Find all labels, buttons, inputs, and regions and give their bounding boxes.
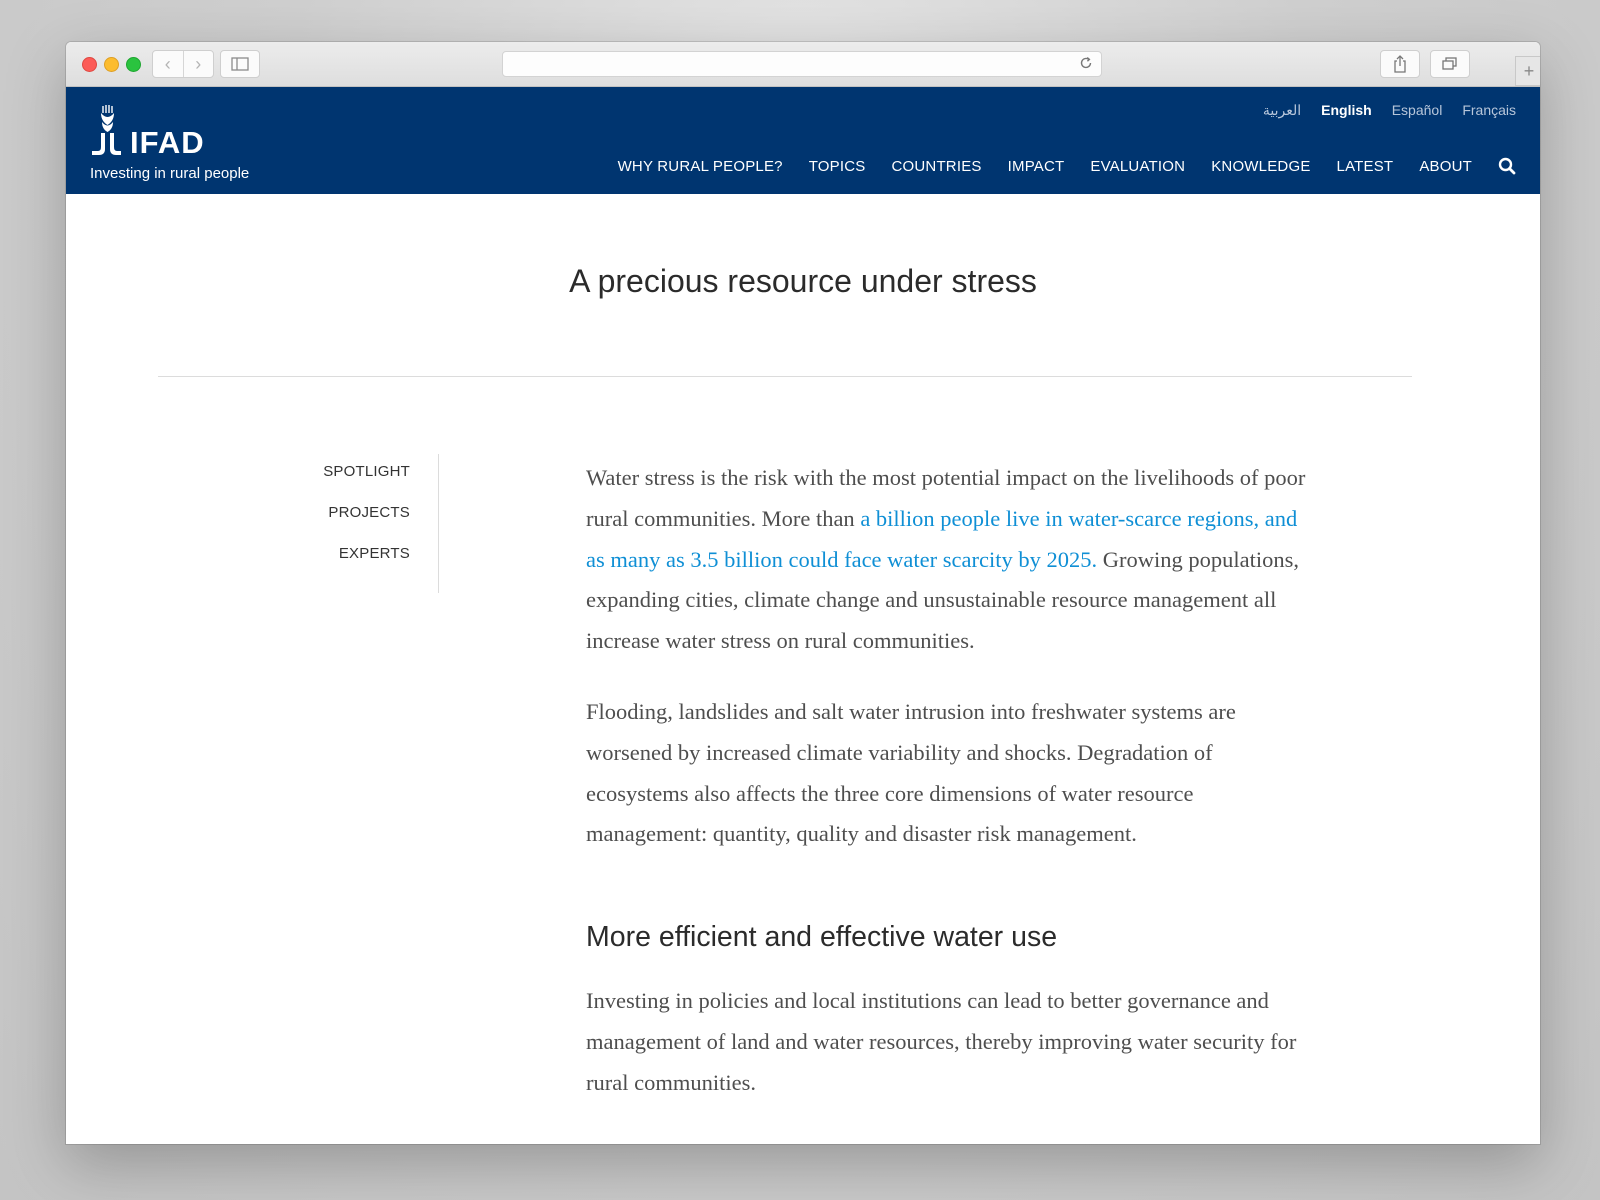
section-link-experts[interactable]: EXPERTS xyxy=(338,545,410,562)
tabs-icon xyxy=(1442,57,1458,71)
nav-knowledge[interactable]: KNOWLEDGE xyxy=(1211,157,1311,175)
share-icon xyxy=(1393,55,1407,73)
nav-why-rural-people[interactable]: WHY RURAL PEOPLE? xyxy=(617,157,783,175)
nav-countries[interactable]: COUNTRIES xyxy=(891,157,982,175)
lang-english[interactable]: English xyxy=(1321,102,1372,118)
tabs-overview-button[interactable] xyxy=(1430,50,1470,78)
lang-spanish[interactable]: Español xyxy=(1391,102,1443,118)
section-link-projects[interactable]: PROJECTS xyxy=(328,504,410,521)
nav-latest[interactable]: LATEST xyxy=(1336,157,1394,175)
search-icon[interactable] xyxy=(1498,157,1516,175)
main-nav xyxy=(618,157,1516,175)
share-button[interactable] xyxy=(1380,50,1420,78)
nav-about[interactable]: ABOUT xyxy=(1419,157,1472,175)
new-tab-button[interactable] xyxy=(1515,56,1540,86)
paragraph-water-stress xyxy=(586,458,1306,662)
section-link-spotlight[interactable]: SPOTLIGHT xyxy=(323,463,410,480)
zoom-window-button[interactable] xyxy=(126,57,141,72)
section-nav xyxy=(258,454,439,593)
page-title: A precious resource under stress xyxy=(569,263,1037,299)
plus-icon: + xyxy=(1523,60,1535,81)
sidebar-icon xyxy=(231,57,249,71)
nav-evaluation[interactable]: EVALUATION xyxy=(1090,157,1186,175)
address-bar[interactable] xyxy=(502,51,1102,77)
history-buttons xyxy=(152,50,214,78)
close-window-button[interactable] xyxy=(82,57,97,72)
browser-toolbar xyxy=(66,42,1540,87)
section-heading: More efficient and effective water use xyxy=(586,921,1058,954)
nav-impact[interactable]: IMPACT xyxy=(1007,157,1065,175)
lang-arabic[interactable]: العربية xyxy=(1262,102,1302,118)
title-divider xyxy=(158,376,1412,377)
paragraph-text: Water stress is the risk with the most potential impact on the livelihoods of poor rural communities. More than xyxy=(586,465,1306,531)
water-scarcity-link[interactable]: a billion people live in water-scarce regions, and as many as 3.5 billion could face water scarcity by 2025. xyxy=(586,505,1298,572)
nav-topics[interactable]: TOPICS xyxy=(808,157,866,175)
tagline: Investing in rural people xyxy=(90,165,250,182)
sidebar-toggle-button[interactable] xyxy=(220,50,260,78)
paragraph-flooding: Flooding, landslides and salt water intrusion into freshwater systems are worsened by increased climate variability and shocks. Degradation of ecosystems also affects the three core dimensions of water resource management: quantity, quality and disaster risk management. xyxy=(586,698,1236,847)
back-icon[interactable]: ‹ xyxy=(153,51,184,77)
browser-window xyxy=(66,42,1540,1144)
reload-icon[interactable] xyxy=(1079,56,1093,70)
forward-icon[interactable]: › xyxy=(195,54,202,74)
article-body xyxy=(586,458,1306,1134)
wheat-logo-icon xyxy=(90,103,130,163)
logo-wordmark: IFAD xyxy=(130,125,205,160)
paragraph-text: Growing populations, expanding cities, climate change and unsustainable resource management all increase water stress on rural communities. xyxy=(586,546,1299,654)
language-switcher xyxy=(1263,102,1516,119)
site-header xyxy=(66,87,1540,194)
lang-french[interactable]: Français xyxy=(1462,102,1516,118)
minimize-window-button[interactable] xyxy=(104,57,119,72)
paragraph-investing: Investing in policies and local institutions can lead to better governance and management of land and water resources, thereby improving water security for rural communities. xyxy=(586,988,1297,1095)
